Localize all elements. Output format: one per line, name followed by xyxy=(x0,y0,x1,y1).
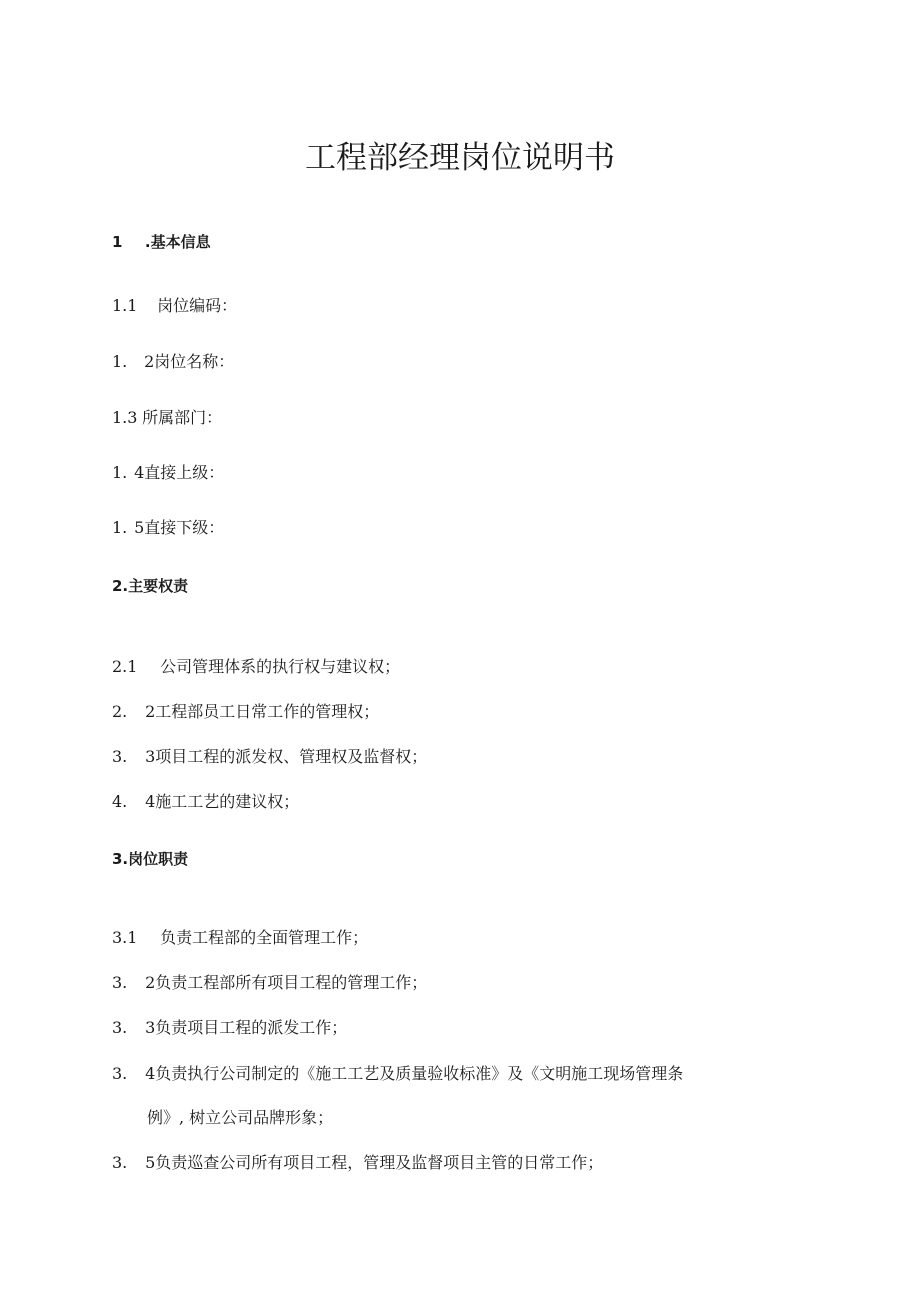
list-item-continuation xyxy=(147,1108,333,1128)
item-number: 3. xyxy=(112,1153,128,1172)
item-text: 2负责工程部所有项目工程的管理工作； xyxy=(145,973,428,992)
list-item xyxy=(112,702,379,722)
item-text: 3负责项目工程的派发工作； xyxy=(145,1018,348,1037)
item-number: 1.3 xyxy=(112,408,138,427)
list-item xyxy=(112,792,299,812)
item-number: 4. xyxy=(112,792,128,811)
item-text: 2工程部员工日常工作的管理权； xyxy=(145,702,380,721)
item-number: 3. xyxy=(112,1064,128,1083)
list-item xyxy=(112,1153,603,1173)
item-number: 2.1 xyxy=(112,657,138,676)
section-heading-basic-info xyxy=(112,232,211,252)
list-item xyxy=(112,747,427,767)
item-number: 3. xyxy=(112,747,128,766)
item-text: 5负责巡查公司所有项目工程，管理及监督项目主管的日常工作； xyxy=(145,1153,604,1172)
item-text: 例》, 树立公司品牌形象； xyxy=(147,1108,334,1127)
list-item xyxy=(112,657,400,677)
list-item xyxy=(112,1064,683,1084)
item-text: 4负责执行公司制定的《施工工艺及质量验收标准》及《文明施工现场管理条 xyxy=(145,1064,684,1083)
item-number: 3.1 xyxy=(112,928,138,947)
item-text: 3项目工程的派发权、管理权及监督权； xyxy=(145,747,428,766)
list-item xyxy=(112,408,222,428)
item-text: 所属部门： xyxy=(142,408,223,427)
list-item xyxy=(112,518,224,538)
item-text: 4施工工艺的建议权； xyxy=(145,792,300,811)
list-item xyxy=(112,463,224,483)
page-title: 工程部经理岗位说明书 xyxy=(305,140,615,176)
item-number: 2. xyxy=(112,702,128,721)
item-text: 岗位编码： xyxy=(157,296,238,315)
item-number: 1. xyxy=(112,463,128,482)
item-number: 3. xyxy=(112,973,128,992)
list-item xyxy=(112,352,234,372)
item-text: 负责工程部的全面管理工作； xyxy=(160,928,369,947)
section-title: .基本信息 xyxy=(144,233,211,251)
item-number: 1.1 xyxy=(112,296,138,315)
item-number: 1. xyxy=(112,518,128,537)
list-item xyxy=(112,973,427,993)
section-number: 1 xyxy=(112,233,123,251)
section-heading-main-rights: 2.主要权责 xyxy=(112,577,189,595)
list-item xyxy=(112,928,368,948)
section-heading-job-duties: 3.岗位职责 xyxy=(112,850,189,868)
list-item xyxy=(112,1018,347,1038)
item-number: 3. xyxy=(112,1018,128,1037)
item-number: 1. xyxy=(112,352,128,371)
item-text: 2岗位名称： xyxy=(144,352,235,371)
list-item xyxy=(112,296,237,316)
item-text: 4直接上级： xyxy=(134,463,225,482)
item-text: 5直接下级： xyxy=(134,518,225,537)
item-text: 公司管理体系的执行权与建议权； xyxy=(160,657,401,676)
